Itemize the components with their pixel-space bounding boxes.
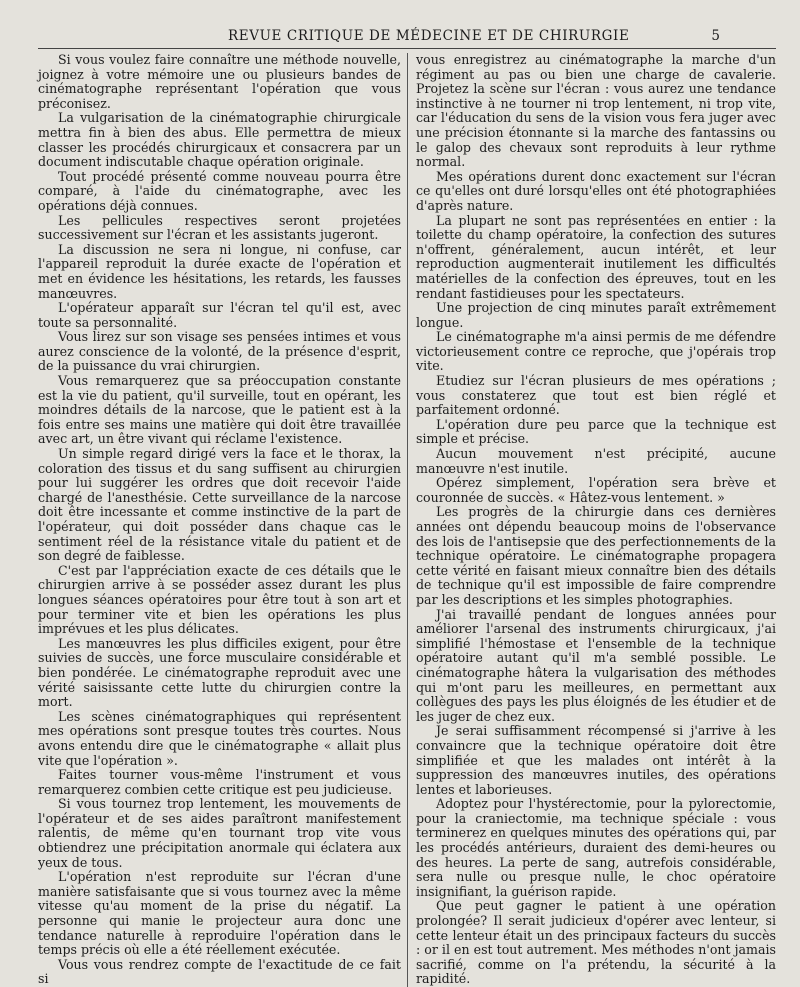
paragraph: Tout procédé présenté comme nouveau pourra être comparé, à l'aide du cinématographe, avec les opérations déjà connues. xyxy=(38,168,401,213)
paragraph: J'ai travaillé pendant de longues années pour améliorer l'arsenal des instruments chirurgicaux, j'ai simplifié l'hémostase et l'ensemble de la technique opératoire autant qu'il m'a semblé possible. Le cinématographe hâtera la vulgarisation des méthodes qui m'ont paru les meilleures, en permettant aux collègues des pays les plus éloignés de les étudier et de les juger de chez eux. xyxy=(416,606,776,724)
paragraph: Adoptez pour l'hystérectomie, pour la pylorectomie, pour la craniectomie, ma technique spéciale : vous terminerez en quelques minutes des opérations qui, par les procédés antérieurs, duraient des demi-heures ou des heures. La perte de sang, autrefois considérable, sera nulle ou presque nulle, le choc opératoire insignifiant, la guérison rapide. xyxy=(416,796,776,899)
paragraph: Une projection de cinq minutes paraît extrêmement longue. xyxy=(416,300,776,330)
paragraph: Un simple regard dirigé vers la face et le thorax, la coloration des tissus et du sang suffisent au chirurgien pour lui suggérer les ordres que doit recevoir l'aide chargé de l'anesthésie. Cette surveillance de la narcose doit être incessante et comme instinctive de la part de l'opérateur, qui doit posséder dans chaque cas le sentiment réel de la résistance vitale du patient et de son degré de faiblesse. xyxy=(38,446,401,564)
paragraph-continuation: vous enregistrez au cinématographe la marche d'un régiment au pas ou bien une charge de cavalerie. Projetez la scène sur l'écran : vous aurez une tendance instinctive à ne tourner ni trop lentement, ni trop vite, car l'éducation du sens de la vision vous fera juger avec une précision étonnante si la marche des fantassins ou le galop des chevaux sont reproduits à leur rythme normal. xyxy=(416,52,776,170)
paragraph: Les pellicules respectives seront projetées successivement sur l'écran et les assistants jugeront. xyxy=(38,212,401,243)
paragraph: Le cinématographe m'a ainsi permis de me défendre victorieusement contre ce reproche, que j'opérais trop vite. xyxy=(416,329,776,374)
paragraph: L'opérateur apparaît sur l'écran tel qu'il est, avec toute sa personnalité. xyxy=(38,300,401,330)
paragraph: L'opération dure peu parce que la technique est simple et précise. xyxy=(416,416,776,447)
paragraph: Si vous tournez trop lentement, les mouvements de l'opérateur et de ses aides paraîtront manifestement ralentis, de même qu'en tournant trop vite vous obtiendrez une précipitation anormale qui éclatera aux yeux de tous. xyxy=(38,796,401,870)
right-column xyxy=(407,53,776,987)
paragraph: Faites tourner vous-même l'instrument et vous remarquerez combien cette critique est peu judicieuse. xyxy=(38,767,401,797)
paragraph: Vous lirez sur son visage ses pensées intimes et vous aurez conscience de la volonté, de la présence d'esprit, de la puissance du vrai chirurgien. xyxy=(38,329,401,374)
paragraph: Je serai suffisamment récompensé si j'arrive à les convaincre que la technique opératoire doit être simplifiée et que les malades ont intérêt à la suppression des manœuvres inutiles, des opérations lentes et laborieuses. xyxy=(416,723,776,797)
paragraph: Mes opérations durent donc exactement sur l'écran ce qu'elles ont duré lorsqu'elles ont été photographiées d'après nature. xyxy=(416,168,776,213)
paragraph: L'opération n'est reproduite sur l'écran d'une manière satisfaisante que si vous tournez avec la même vitesse qu'au moment de la prise du négatif. La personne qui manie le projecteur aura donc une tendance naturelle à reproduire l'opération dans le temps précis où elle a été réellement exécutée. xyxy=(38,869,401,958)
paragraph: C'est par l'appréciation exacte de ces détails que le chirurgien arrive à se posséder assez durant les plus longues séances opératoires pour être tout à son art et pour terminer vite et bien les opérations les plus imprévues et les plus délicates. xyxy=(38,562,401,637)
paragraph: La vulgarisation de la cinématographie chirurgicale mettra fin à bien des abus. Elle permettra de mieux classer les procédés chirurgicaux et consacrera par un document indiscutable chaque opération originale. xyxy=(38,110,401,170)
paragraph: La plupart ne sont pas représentées en entier : la toilette du champ opératoire, la confection des sutures n'offrent, généralement, aucun intérêt, et leur reproduction augmenterait inutilement les difficultés matérielles de la confection des épreuves, tout en les rendant fastidieuses pour les spectateurs. xyxy=(416,212,776,301)
page-header xyxy=(38,22,776,49)
paragraph: Opérez simplement, l'opération sera brève et couronnée de succès. « Hâtez-vous lentement. » xyxy=(416,475,776,505)
paragraph: Vous vous rendrez compte de l'exactitude de ce fait si xyxy=(38,956,401,987)
paragraph: Les progrès de la chirurgie dans ces dernières années ont dépendu beaucoup moins de l'observance des lois de l'antisepsie que des perfectionnements de la technique opératoire. Le cinématographe propagera cette vérité en faisant mieux connaître bien des détails de technique qu'il est impossible de faire comprendre par les descriptions et les simples photographies. xyxy=(416,504,776,607)
text-columns xyxy=(38,53,776,987)
paragraph: La discussion ne sera ni longue, ni confuse, car l'appareil reproduit la durée exacte de l'opération et met en évidence les hésitations, les retards, les fausses manœuvres. xyxy=(38,241,401,301)
paragraph: Que peut gagner le patient à une opération prolongée? Il serait judicieux d'opérer avec lenteur, si cette lenteur était un des principaux facteurs du succès : or il en est tout autrement. Mes méthodes n'ont jamais sacrifié, comme on l'a prétendu, la sécurité à la rapidité. xyxy=(416,898,776,987)
left-column xyxy=(38,53,407,987)
paragraph: Vous remarquerez que sa préoccupation constante est la vie du patient, qu'il surveille, tout en opérant, les moindres détails de la narcose, que le patient est à la fois entre ses mains une matière qui doit être travaillée avec art, un être vivant qui réclame l'existence. xyxy=(38,373,401,447)
paragraph: Etudiez sur l'écran plusieurs de mes opérations ; vous constaterez que tout est bien réglé et parfaitement ordonné. xyxy=(416,373,776,418)
paragraph: Les scènes cinématographiques qui représentent mes opérations sont presque toutes très courtes. Nous avons entendu dire que le cinématographe « allait plus vite que l'opération ». xyxy=(38,708,401,768)
page-number: 5 xyxy=(711,28,720,44)
paragraph: Aucun mouvement n'est précipité, aucune manœuvre n'est inutile. xyxy=(416,446,776,476)
paragraph: Si vous voulez faire connaître une méthode nouvelle, joignez à votre mémoire une ou plusieurs bandes de cinématographe représentant l'opération que vous préconisez. xyxy=(38,52,401,111)
running-title: REVUE CRITIQUE DE MÉDECINE ET DE CHIRURGIE xyxy=(228,28,630,44)
paragraph: Les manœuvres les plus difficiles exigent, pour être suivies de succès, une force musculaire considérable et bien pondérée. Le cinématographe reproduit avec une vérité saisissante cette lutte du chirurgien contre la mort. xyxy=(38,635,401,710)
